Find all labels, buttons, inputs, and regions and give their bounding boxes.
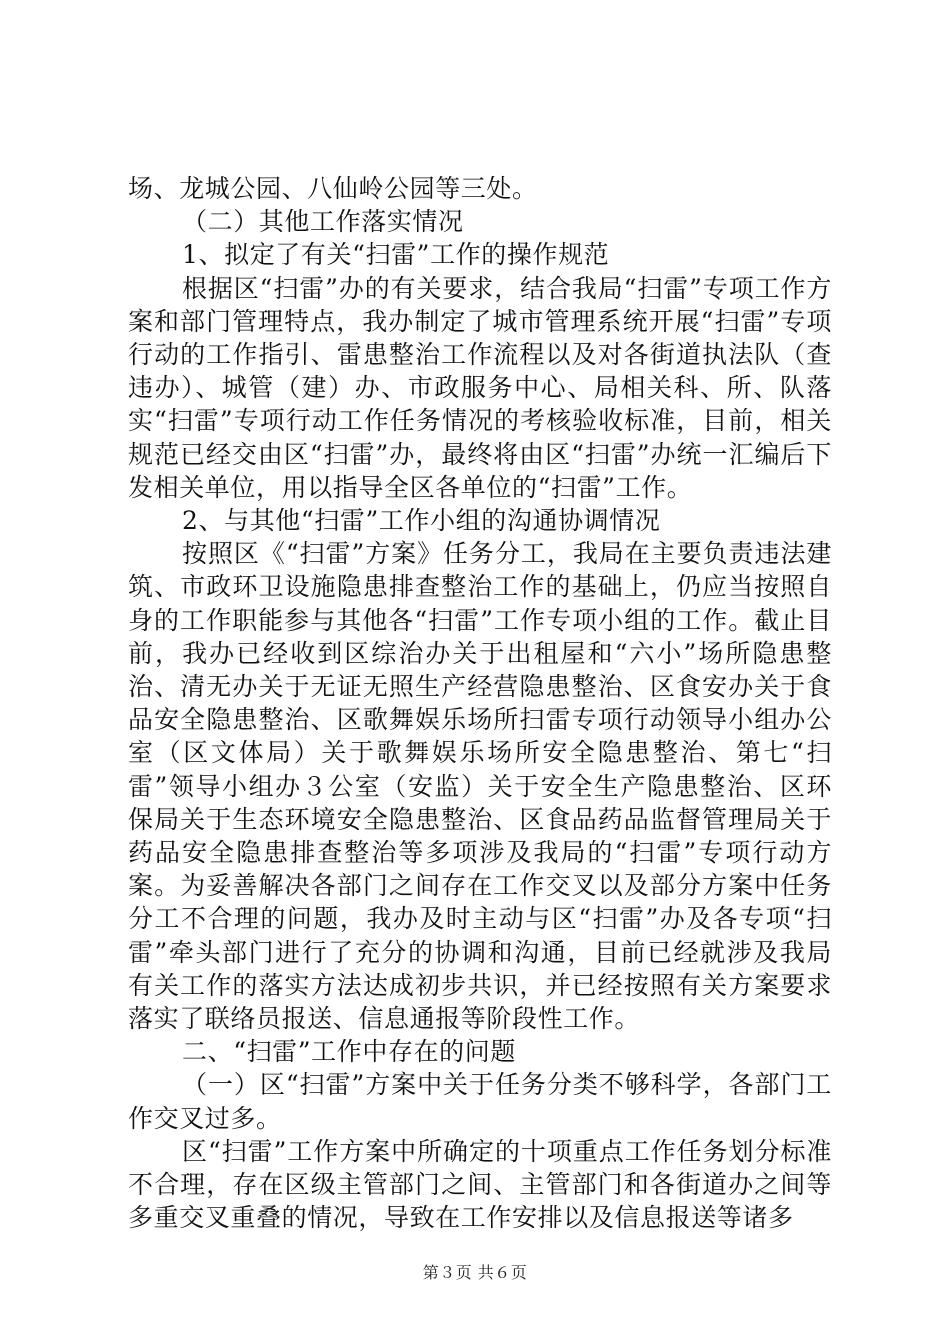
paragraph-problem-one-detail: 区“扫雷”工作方案中所确定的十项重点工作任务划分标准不合理，存在区级主管部门之间、主管部门和各街道办之间等多重交叉重叠的情况，导致在工作安排以及信息报送等诸多 [128, 1136, 832, 1233]
subheading-operating-norms: 1、拟定了有关“扫雷”工作的操作规范 [182, 240, 610, 270]
page-number: 第３页 共６页 [422, 1263, 528, 1282]
paragraph-norms-detail: 根据区“扫雷”办的有关要求，结合我局“扫雷”专项工作方案和部门管理特点，我办制定了城市管理系统开展“扫雷”专项行动的工作指引、雷患整治工作流程以及对各街道执法队（查违办）、城管（建）办、市政服务中心、局相关科、所、队落实“扫雷”专项行动工作任务情况的考核验收标准，目前，相关规范已经交由区“扫雷”办，最终将由区“扫雷”办统一汇编后下发相关单位，用以指导全区各单位的“扫雷”工作。 [128, 273, 832, 502]
paragraph-continuation: 场、龙城公园、八仙岭公园等三处。 [128, 174, 538, 203]
subheading-coordination: 2、与其他“扫雷”工作小组的沟通协调情况 [182, 506, 661, 536]
page-footer [0, 1260, 950, 1283]
document-body [128, 172, 832, 1235]
section-heading-other-work: （二）其他工作落实情况 [182, 207, 464, 237]
subheading-problem-one: （一）区“扫雷”方案中关于任务分类不够科学，各部门工作交叉过多。 [128, 1070, 832, 1133]
section-heading-problems: 二、“扫雷”工作中存在的问题 [182, 1037, 516, 1067]
paragraph-coordination-detail: 按照区《“扫雷”方案》任务分工，我局在主要负责违法建筑、市政环卫设施隐患排查整治工作的基础上，仍应当按照自身的工作职能参与其他各“扫雷”工作专项小组的工作。截止目前，我办已经收到区综治办关于出租屋和“六小”场所隐患整治、清无办关于无证无照生产经营隐患整治、区食安办关于食品安全隐患整治、区歌舞娱乐场所扫雷专项行动领导小组办公室（区文体局）关于歌舞娱乐场所安全隐患整治、第七“扫雷”领导小组办３公室（安监）关于安全生产隐患整治、区环保局关于生态环境安全隐患整治、区食品药品监督管理局关于药品安全隐患排查整治等多项涉及我局的“扫雷”专项行动方案。为妥善解决各部门之间存在工作交叉以及部分方案中任务分工不合理的问题，我办及时主动与区“扫雷”办及各专项“扫雷”牵头部门进行了充分的协调和沟通，目前已经就涉及我局有关工作的落实方法达成初步共识，并已经按照有关方案要求落实了联络员报送、信息通报等阶段性工作。 [128, 539, 832, 1034]
